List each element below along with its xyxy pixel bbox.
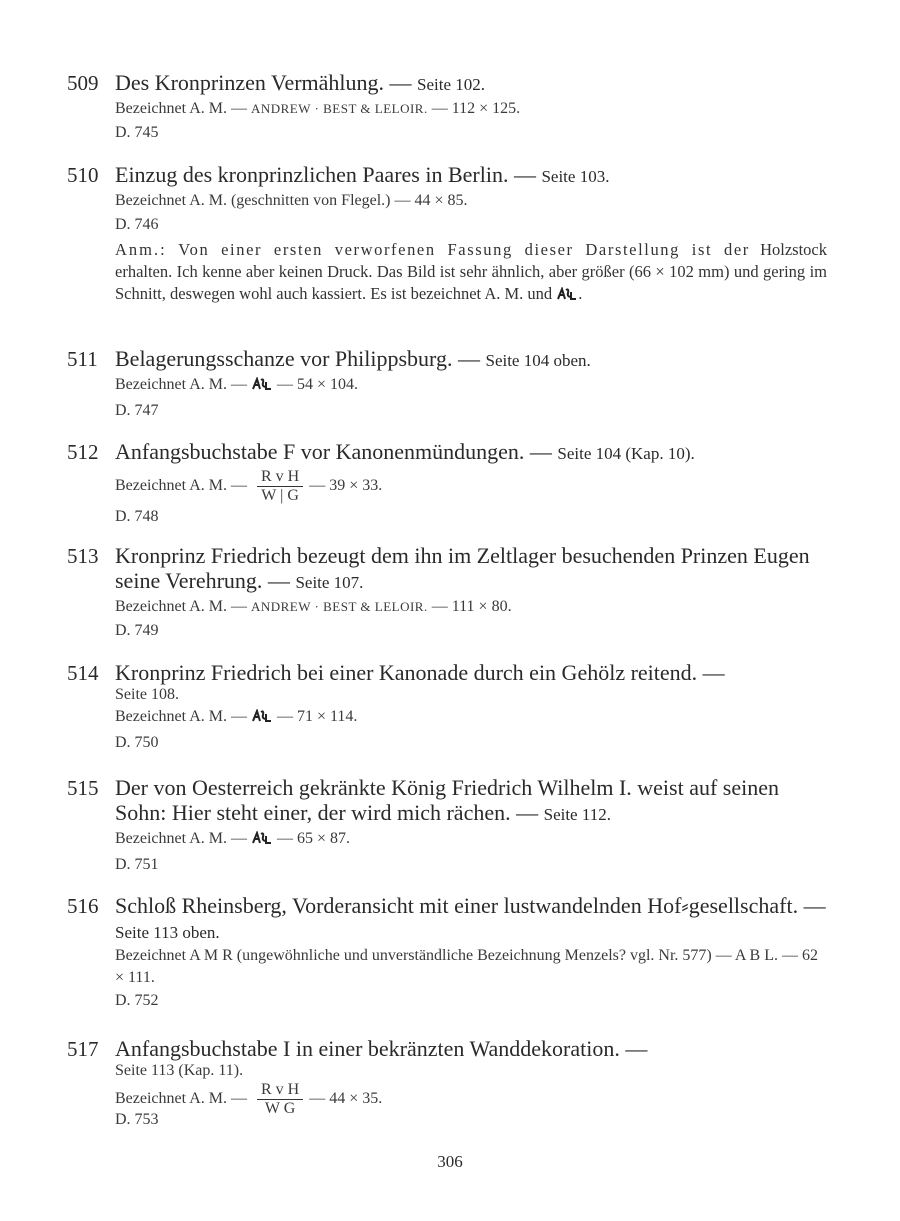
entry-512 [67,439,827,529]
entry-number: 511 [67,347,98,371]
entry-509 [67,70,827,145]
d-reference: D. 751 [115,856,159,873]
annotation-note: Anm.: Von einer ersten verworfenen Fassung dieser Darstellung ist der Holzstock erhalten. Ich kenne aber keinen Druck. Das Bild ist sehr ähnlich, aber größer (66 × 102 mm) und gering im Schnitt, deswegen wohl auch kassiert. Es ist bezeichnet A. M. und . [115,239,827,307]
entry-number: 515 [67,776,99,800]
entry-number: 509 [67,71,99,95]
entry-513 [67,543,827,643]
monogram-icon [251,829,273,853]
d-reference: D. 746 [115,216,159,233]
signature-line: Bezeichnet A. M. — — 65 × 87. [115,827,827,853]
monogram-icon [556,285,578,307]
entry-number: 513 [67,544,99,568]
entry-number: 510 [67,163,99,187]
signature-line: Bezeichnet A. M. — ANDREW · BEST & LELOIR. — 111 × 80. [115,598,512,615]
entry-516 [67,893,827,1013]
d-reference: D. 753 [115,1111,159,1128]
page-reference: Seite 102. [417,75,486,94]
page-reference: Seite 104 (Kap. 10). [557,444,695,463]
entry-511 [67,346,827,423]
signature-line: Bezeichnet A. M. — $\frac{\text{R v H}}{W | G}$ — 39 × 33. [115,468,383,504]
d-reference: D. 745 [115,124,159,141]
entry-title: Kronprinz Friedrich bezeugt dem ihn im Zeltlager besuchenden Prinzen Eugen seine Verehrung. — Seite 107. [115,543,810,593]
d-reference: D. 748 [115,508,159,525]
entry-514 [67,660,827,755]
entry-title: Einzug des kronprinzlichen Paares in Berlin. — Seite 103. [115,162,610,187]
entry-title: Anfangsbuchstabe I in einer bekränzten Wanddekoration. — [115,1036,648,1061]
signature-line: Bezeichnet A. M. — — 54 × 104. [115,373,827,399]
entry-number: 514 [67,661,99,685]
signature-line: Bezeichnet A. M. — — 71 × 114. [115,705,827,731]
page-reference: Seite 104 oben. [485,351,591,370]
signature-line: Bezeichnet A. M. (geschnitten von Flegel.) — 44 × 85. [115,192,468,209]
page-reference: Seite 113 (Kap. 11). [115,1062,244,1079]
page-number: 306 [437,1152,463,1171]
entry-title: Schloß Rheinsberg, Vorderansicht mit einer lustwandelnden Hof⸗gesellschaft. — Seite 113 oben. [115,893,826,942]
signature-fraction: $\frac{\text{R v H}}{W | G}$ [257,468,303,505]
d-reference: D. 747 [115,402,159,419]
page-reference: Seite 103. [541,167,610,186]
entry-510 [67,162,827,307]
signature-line: Bezeichnet A. M. — ANDREW · BEST & LELOIR. — 112 × 125. [115,100,521,117]
entry-number: 517 [67,1037,99,1061]
d-reference: D. 752 [115,992,159,1009]
engravers: ANDREW · BEST & LELOIR. [250,599,428,614]
entry-title: Des Kronprinzen Vermählung. — Seite 102. [115,70,486,95]
entry-title: Kronprinz Friedrich bei einer Kanonade durch ein Gehölz reitend. — [115,660,725,685]
entry-title: Der von Oesterreich gekränkte König Friedrich Wilhelm I. weist auf seinen Sohn: Hier steht einer, der wird mich rächen. — Seite 112. [115,775,779,825]
page-reference: Seite 112. [543,805,611,824]
signature-fraction: $\frac{\text{R v H}}{\text{W G}}$ [257,1081,303,1118]
page-reference: Seite 107. [295,573,364,592]
monogram-icon [251,375,273,399]
d-reference: D. 750 [115,734,159,751]
entry-515 [67,775,827,877]
page-reference: Seite 108. [115,686,179,703]
signature-line: Bezeichnet A. M. — $\frac{\text{R v H}}{\text{W G}}$ — 44 × 35. [115,1081,383,1117]
entry-number: 516 [67,894,99,918]
monogram-icon [251,707,273,731]
entry-title: Anfangsbuchstabe F vor Kanonenmündungen. — Seite 104 (Kap. 10). [115,439,695,464]
d-reference: D. 749 [115,622,159,639]
entry-517 [67,1036,827,1132]
signature-line: Bezeichnet A M R (ungewöhnliche und unverständliche Bezeichnung Menzels? vgl. Nr. 577) — A B L. — 62 × 111. [115,947,818,986]
entry-title: Belagerungsschanze vor Philippsburg. — Seite 104 oben. [115,346,591,371]
entry-number: 512 [67,440,99,464]
page-reference: Seite 113 oben. [115,923,220,942]
engravers: ANDREW · BEST & LELOIR. [250,101,428,116]
